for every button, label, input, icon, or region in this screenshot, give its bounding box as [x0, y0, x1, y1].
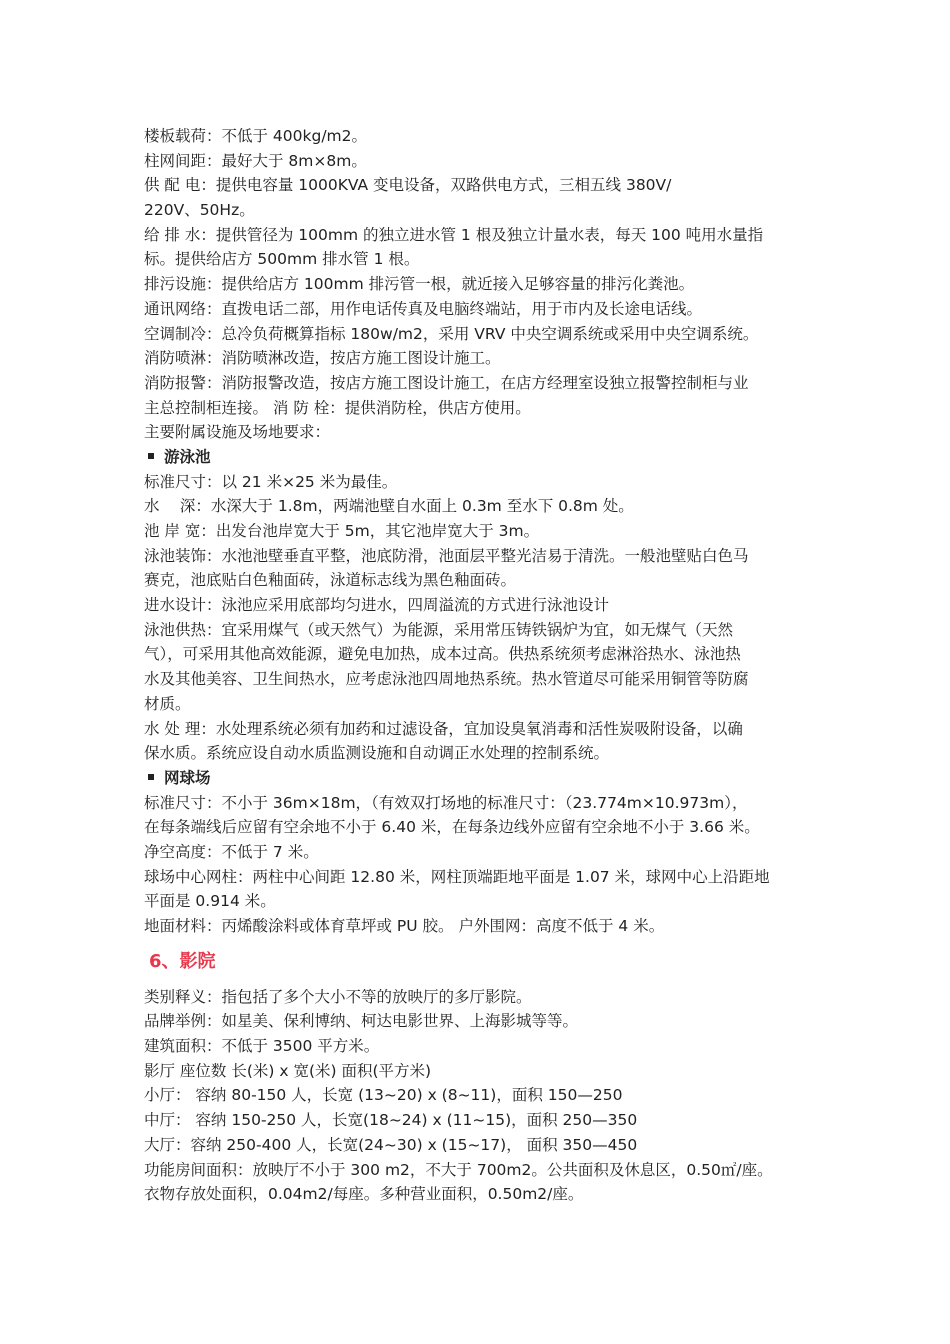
text-line: 地面材料：丙烯酸涂料或体育草坪或 PU 胶。 户外围网：高度不低于 4 米。: [144, 917, 665, 935]
text-line: 消防喷淋：消防喷淋改造，按店方施工图设计施工。: [144, 349, 501, 368]
text-line: 标。提供给店方 500mm 排水管 1 根。: [144, 250, 420, 269]
text-line: 泳池供热：宜采用煤气（或天然气）为能源，采用常压铸铁锅炉为宜，如无煤气（天然: [144, 620, 734, 639]
tennis-section: [144, 791, 814, 939]
tennis-heading: [144, 766, 814, 791]
square-bullet-icon: [148, 774, 154, 780]
pool-heading: [144, 445, 814, 470]
text-line: 进水设计：泳池应采用底部均匀进水，四周溢流的方式进行泳池设计: [144, 596, 610, 615]
tennis-heading-label: 网球场: [164, 768, 211, 787]
text-line: 柱网间距：最好大于 8m×8m。: [144, 151, 367, 170]
text-line: 楼板载荷：不低于 400kg/m2。: [144, 127, 368, 145]
text-line: 消防报警：消防报警改造，按店方施工图设计施工，在店方经理室设独立报警控制柜与业: [144, 373, 749, 392]
building-requirements-block: [144, 124, 814, 445]
text-line: 水 深：水深大于 1.8m，两端池壁自水面上 0.3m 至水下 0.8m 处。: [144, 497, 634, 516]
text-line: 在每条端线后应留有空余地不小于 6.40 米，在每条边线外应留有空余地不小于 3.66 米。: [144, 818, 760, 837]
text-line: 中厅： 容纳 150-250 人，长宽(18~24) x (11~15)，面积 250—350: [144, 1111, 638, 1130]
text-line: 类别释义：指包括了多个大小不等的放映厅的多厅影院。: [144, 987, 532, 1006]
pool-section: [144, 470, 814, 766]
text-line: 供 配 电：提供电容量 1000KVA 变电设备，双路供电方式，三相五线 380V/: [144, 176, 672, 195]
document-content: [144, 124, 814, 1207]
text-line: 保水质。系统应设自动水质监测设施和自动调正水处理的控制系统。: [144, 744, 610, 763]
text-line: 小厅： 容纳 80-150 人，长宽 (13~20) x (8~11)，面积 150—250: [144, 1086, 623, 1105]
text-line: 排污设施：提供给店方 100mm 排污管一根，就近接入足够容量的排污化粪池。: [144, 275, 695, 294]
text-line: 净空高度：不低于 7 米。: [144, 842, 319, 861]
text-line: 220V、50Hz。: [144, 201, 255, 220]
text-line: 空调制冷：总冷负荷概算指标 180w/m2，采用 VRV 中央空调系统或采用中央空调系统。: [144, 324, 759, 343]
text-line: 通讯网络：直拨电话二部，用作电话传真及电脑终端站，用于市内及长途电话线。: [144, 299, 703, 318]
text-line: 主总控制柜连接。 消 防 栓：提供消防栓，供店方使用。: [144, 398, 531, 417]
cinema-section: [144, 985, 814, 1207]
text-line: 标准尺寸：不小于 36m×18m，（有效双打场地的标准尺寸：（23.774m×10.973m），: [144, 793, 748, 812]
text-line: 水 处 理：水处理系统必须有加药和过滤设备，宜加设臭氧消毒和活性炭吸附设备，以确: [144, 719, 743, 738]
text-line: 气），可采用其他高效能源，避免电加热，成本过高。供热系统须考虑淋浴热水、泳池热: [144, 645, 741, 664]
square-bullet-icon: [148, 453, 154, 459]
text-line: 水及其他美容、卫生间热水，应考虑泳池四周地热系统。热水管道尽可能采用铜管等防腐: [144, 670, 749, 689]
text-line: 大厅：容纳 250-400 人，长宽(24~30) x (15~17)， 面积 350—450: [144, 1135, 638, 1154]
text-line: 平面是 0.914 米。: [144, 892, 276, 911]
text-line: 主要附属设施及场地要求：: [144, 423, 331, 442]
text-line: 衣物存放处面积，0.04m2/每座。多种营业面积，0.50m2/座。: [144, 1185, 584, 1204]
cinema-heading: 6、影院: [149, 950, 216, 972]
text-line: 标准尺寸：以 21 米×25 米为最佳。: [144, 472, 398, 491]
text-line: 影厅 座位数 长(米) x 宽(米) 面积(平方米): [144, 1061, 432, 1080]
text-line: 功能房间面积：放映厅不小于 300 m2，不大于 700m2。公共面积及休息区，0.50㎡/座。: [144, 1160, 773, 1179]
text-line: 给 排 水：提供管径为 100mm 的独立进水管 1 根及独立计量水表，每天 100 吨用水量指: [144, 225, 764, 244]
text-line: 赛克，池底贴白色釉面砖，泳道标志线为黑色釉面砖。: [144, 571, 517, 590]
text-line: 品牌举例：如星美、保利博纳、柯达电影世界、上海影城等等。: [144, 1012, 579, 1031]
pool-heading-label: 游泳池: [164, 447, 211, 466]
text-line: 池 岸 宽：出发台池岸宽大于 5m，其它池岸宽大于 3m。: [144, 522, 540, 540]
text-line: 球场中心网柱：两柱中心间距 12.80 米，网柱顶端距地平面是 1.07 米，球网中心上沿距地: [144, 867, 770, 886]
text-line: 泳池装饰：水池池壁垂直平整，池底防滑，池面层平整光洁易于清洗。一般池壁贴白色马: [144, 546, 749, 565]
text-line: 材质。: [144, 694, 191, 713]
text-line: 建筑面积：不低于 3500 平方米。: [144, 1037, 380, 1056]
